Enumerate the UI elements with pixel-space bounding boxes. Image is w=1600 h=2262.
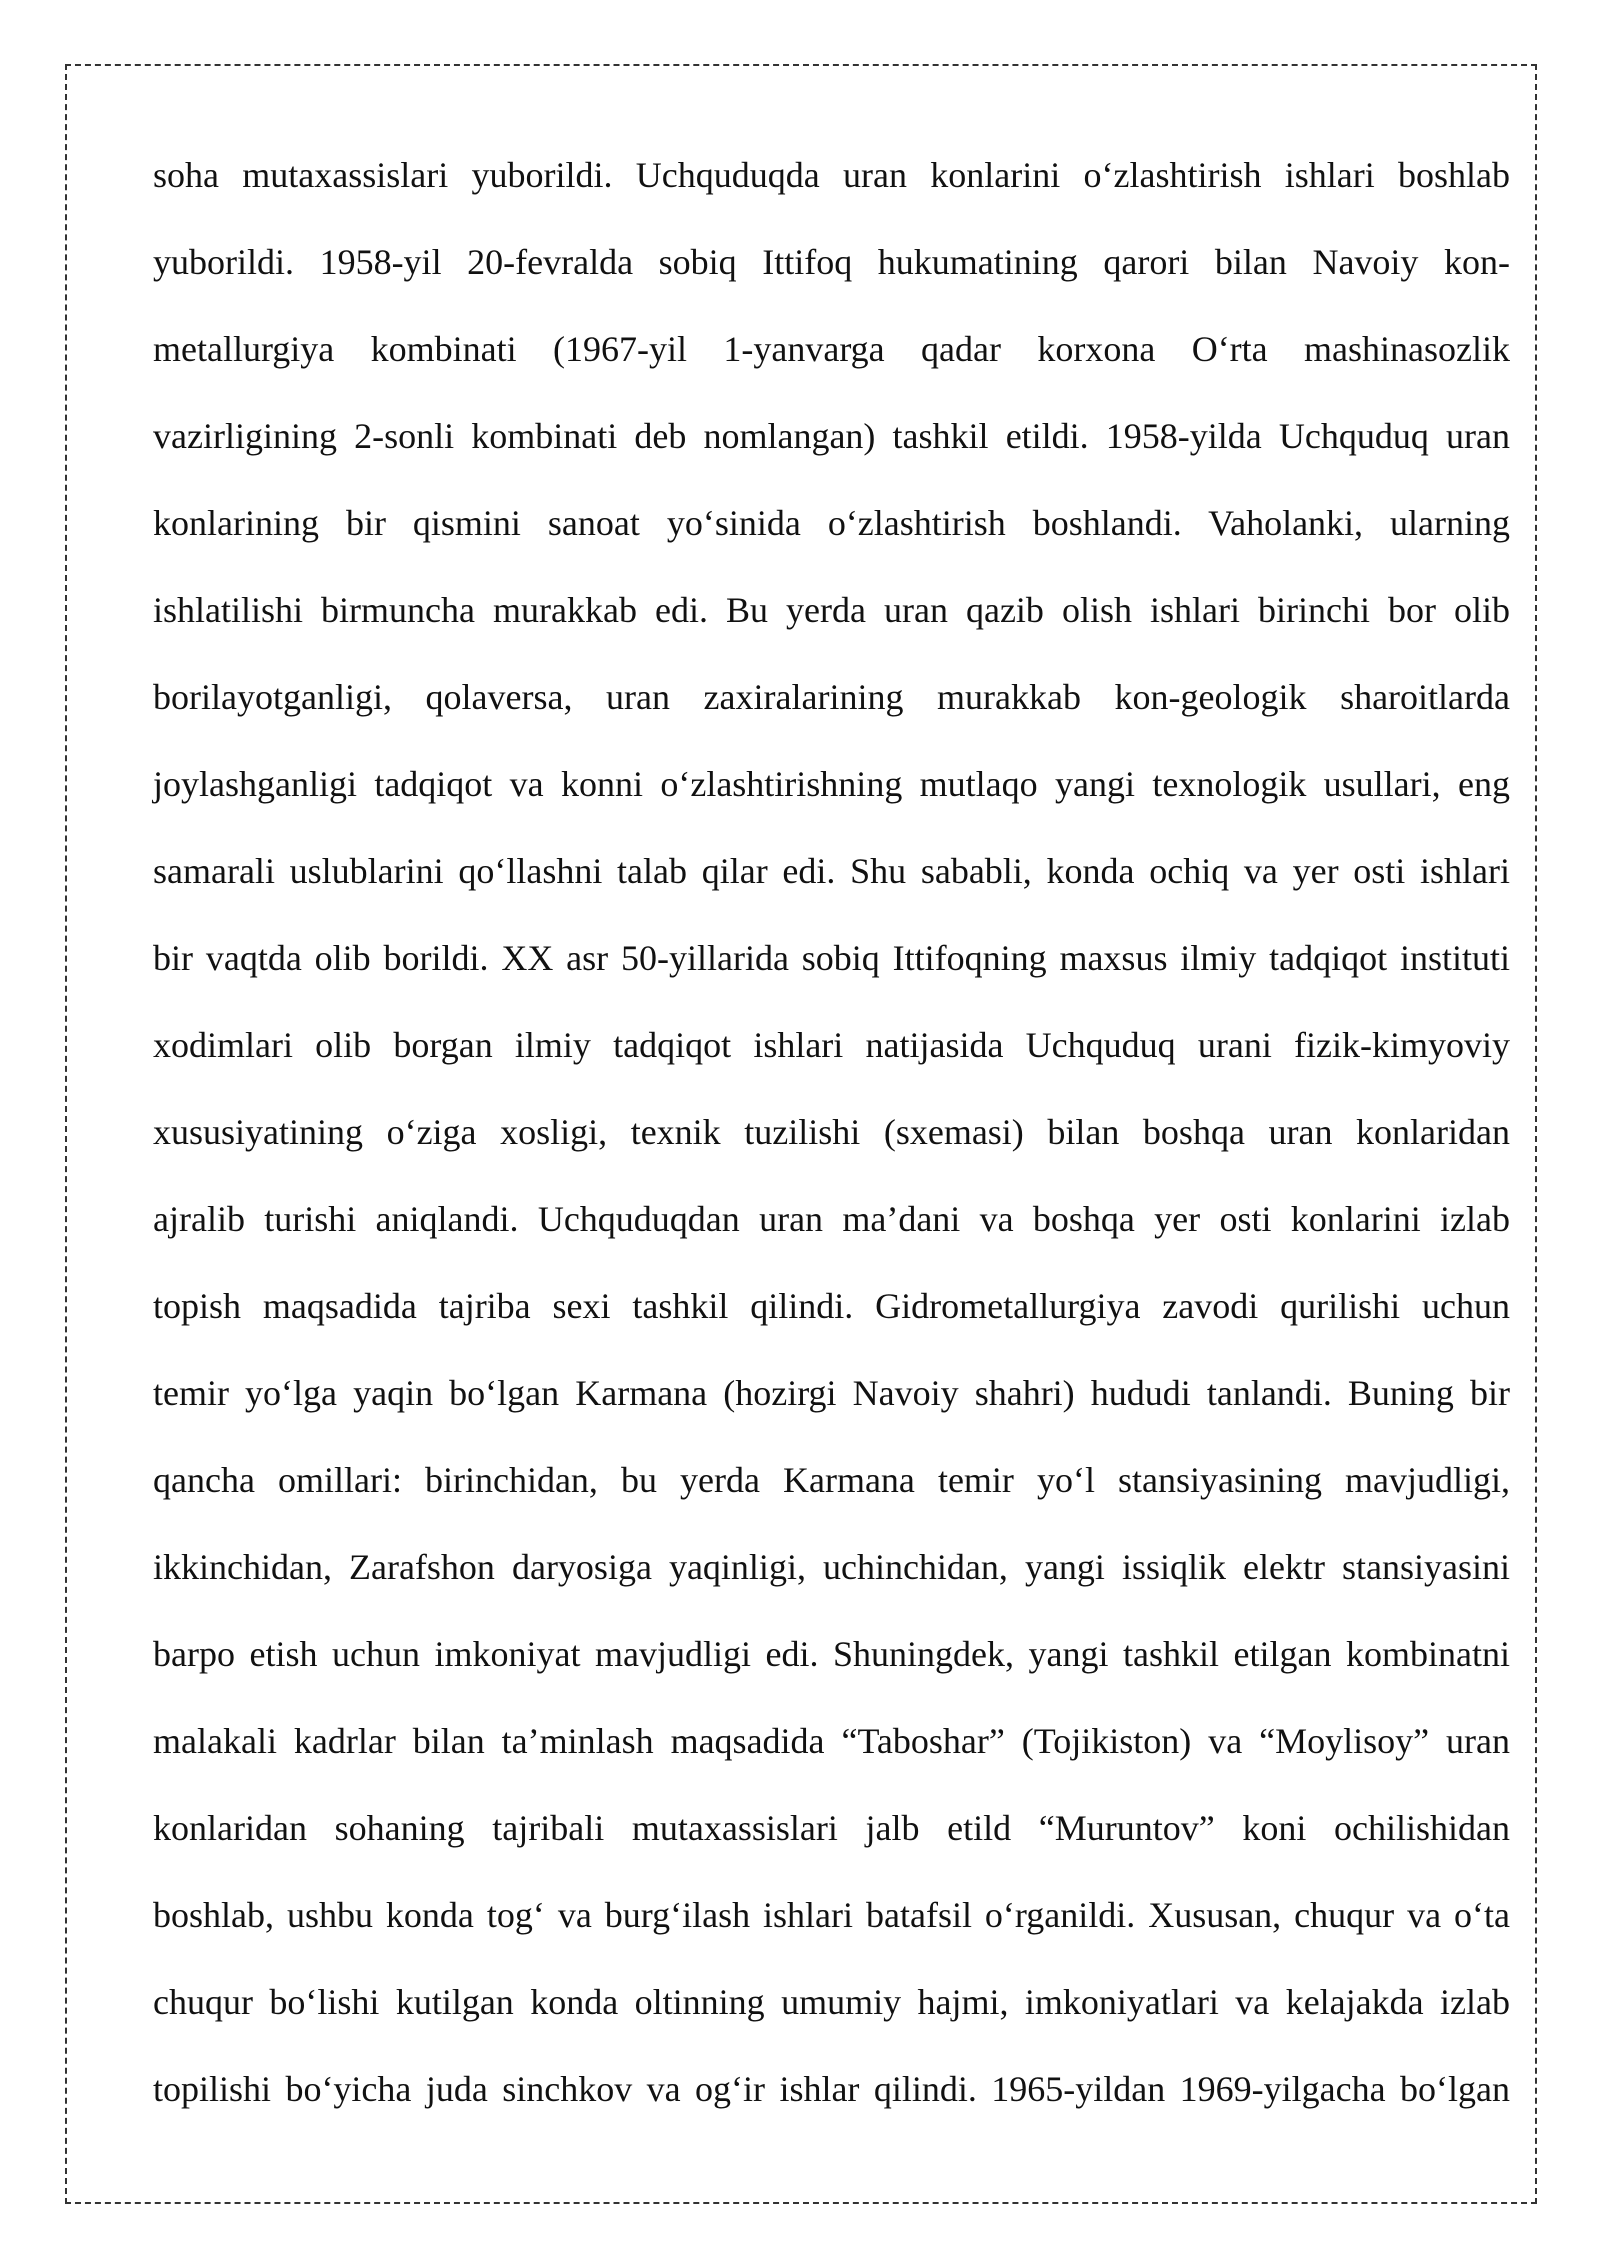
text-line: temir yo‘lga yaqin bo‘lgan Karmana (hozirgi Navoiy shahri) hududi tanlandi. Buning bir — [153, 1373, 1510, 1413]
text-line: borilayotganligi, qolaversa, uran zaxiralarining murakkab kon-geologik sharoitlarda — [153, 677, 1510, 717]
text-line: topish maqsadida tajriba sexi tashkil qilindi. Gidrometallurgiya zavodi qurilishi uchun — [153, 1286, 1510, 1326]
text-line: konlarining bir qismini sanoat yo‘sinida o‘zlashtirish boshlandi. Vaholanki, ularning — [153, 503, 1510, 543]
text-line: topilishi bo‘yicha juda sinchkov va og‘ir ishlar qilindi. 1965-yildan 1969-yilgacha bo‘lgan — [153, 2069, 1510, 2109]
text-line: barpo etish uchun imkoniyat mavjudligi edi. Shuningdek, yangi tashkil etilgan kombinatni — [153, 1634, 1510, 1674]
text-line: yuborildi. 1958-yil 20-fevralda sobiq Ittifoq hukumatining qarori bilan Navoiy kon- — [153, 242, 1510, 282]
text-line: ikkinchidan, Zarafshon daryosiga yaqinligi, uchinchidan, yangi issiqlik elektr stansiyasini — [153, 1547, 1510, 1587]
text-line: metallurgiya kombinati (1967-yil 1-yanvarga qadar korxona O‘rta mashinasozlik — [153, 329, 1510, 369]
text-line: chuqur bo‘lishi kutilgan konda oltinning umumiy hajmi, imkoniyatlari va kelajakda izlab — [153, 1982, 1510, 2022]
text-line: boshlab, ushbu konda tog‘ va burg‘ilash ishlari batafsil o‘rganildi. Xususan, chuqur va o‘ta — [153, 1895, 1510, 1935]
text-line: bir vaqtda olib borildi. XX asr 50-yillarida sobiq Ittifoqning maxsus ilmiy tadqiqot instituti — [153, 938, 1510, 978]
text-line: xodimlari olib borgan ilmiy tadqiqot ishlari natijasida Uchquduq urani fizik-kimyoviy — [153, 1025, 1510, 1065]
text-line: konlaridan sohaning tajribali mutaxassislari jalb etild “Muruntov” koni ochilishidan — [153, 1808, 1510, 1848]
text-line: ajralib turishi aniqlandi. Uchquduqdan uran ma’dani va boshqa yer osti konlarini izlab — [153, 1199, 1510, 1239]
text-line: vazirligining 2-sonli kombinati deb nomlangan) tashkil etildi. 1958-yilda Uchquduq uran — [153, 416, 1510, 456]
text-line: xususiyatining o‘ziga xosligi, texnik tuzilishi (sxemasi) bilan boshqa uran konlaridan — [153, 1112, 1510, 1152]
text-line: qancha omillari: birinchidan, bu yerda Karmana temir yo‘l stansiyasining mavjudligi, — [153, 1460, 1510, 1500]
text-line: soha mutaxassislari yuborildi. Uchquduqda uran konlarini o‘zlashtirish ishlari boshlab — [153, 155, 1510, 195]
body-text — [153, 136, 1510, 2137]
text-line: ishlatilishi birmuncha murakkab edi. Bu yerda uran qazib olish ishlari birinchi bor olib — [153, 590, 1510, 630]
text-line: malakali kadrlar bilan ta’minlash maqsadida “Taboshar” (Tojikiston) va “Moylisoy” uran — [153, 1721, 1510, 1761]
text-line: joylashganligi tadqiqot va konni o‘zlashtirishning mutlaqo yangi texnologik usullari, eng — [153, 764, 1510, 804]
text-line: samarali uslublarini qo‘llashni talab qilar edi. Shu sababli, konda ochiq va yer osti ishlari — [153, 851, 1510, 891]
